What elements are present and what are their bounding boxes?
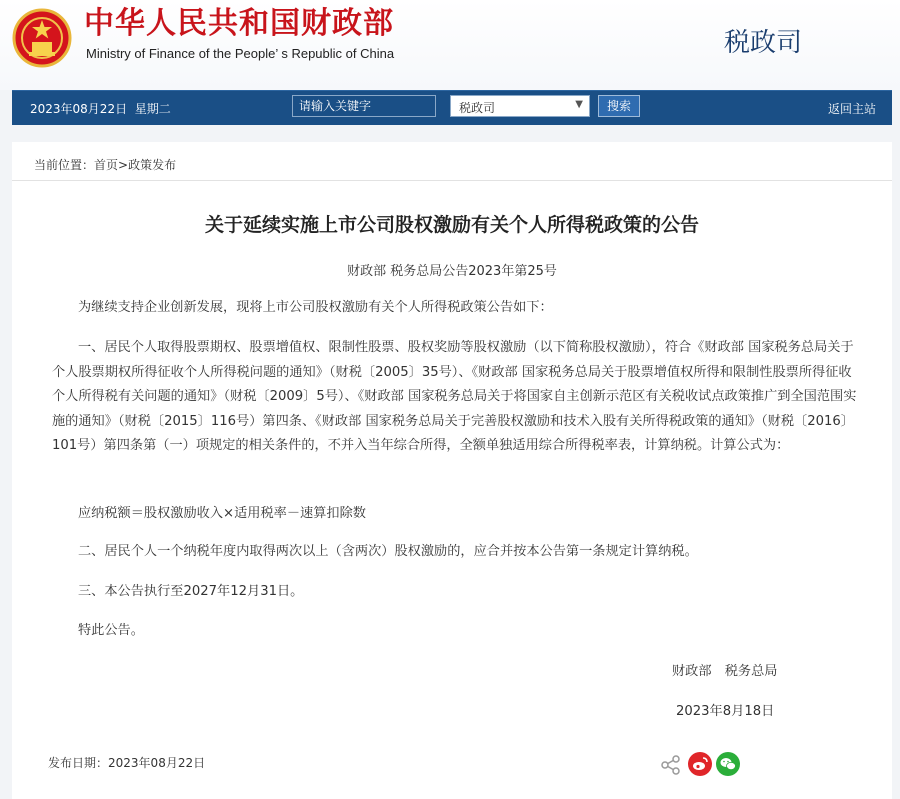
national-emblem-icon[interactable] xyxy=(12,8,72,68)
publish-date xyxy=(48,754,205,771)
sign-date: 2023年8月18日 xyxy=(676,704,775,719)
breadcrumb-prefix: 当前位置： xyxy=(34,158,95,172)
weibo-glyph xyxy=(688,752,712,776)
back-home-link[interactable]: 返回主站 xyxy=(827,102,876,116)
scope-select-value: 税政司 xyxy=(459,101,496,115)
current-date xyxy=(30,100,171,117)
site-title-en: Ministry of Finance of the People’ s Republic of China xyxy=(86,46,395,61)
publish-date-value: 2023年08月22日 xyxy=(108,756,206,770)
chevron-down-icon: ▼ xyxy=(575,99,583,110)
department-name: 税政司 xyxy=(723,28,802,58)
search-button[interactable]: 搜索 xyxy=(598,95,640,117)
document-number: 财政部 税务总局公告2023年第25号 xyxy=(347,264,557,279)
wechat-icon[interactable] xyxy=(716,752,740,776)
article-paragraph: 为继续支持企业创新发展，现将上市公司股权激励有关个人所得税政策公告如下： xyxy=(78,300,553,315)
weibo-icon[interactable] xyxy=(688,752,712,776)
site-title-cn[interactable]: 中华人民共和国财政部 xyxy=(84,6,394,41)
breadcrumb-divider xyxy=(12,180,892,181)
scope-select[interactable] xyxy=(450,95,590,117)
wechat-glyph xyxy=(716,752,740,776)
tax-formula: 应纳税额＝股权激励收入×适用税率－速算扣除数 xyxy=(78,506,366,521)
publish-date-label: 发布日期： xyxy=(48,756,109,770)
top-nav-bar xyxy=(12,90,892,125)
weekday-text: 星期二 xyxy=(134,102,171,116)
breadcrumb-path[interactable]: 首页>政策发布 xyxy=(94,158,177,172)
article-paragraph: 一、居民个人取得股票期权、股票增值权、限制性股票、股权奖励等股权激励（以下简称股权激励），符合《财政部 国家税务总局关于个人股票期权所得征收个人所得税问题的通知》（财税〔2005〕35号）、《财政部 国家税务总局关于股票增值权所得和限制性股票所得征收个人所得税有关问题的通知》（财税〔2009〕5号）、《财政部 国家税务总局关于将国家自主创新示范区有关税收试点政策推广到全国范围实施的通知》（财税〔2015〕116号）第四条、《财政部 国家税务总局关于完善股权激励和技术入股有关所得税政策的通知》（财税〔2016〕101号）第四条第（一）项规定的相关条件的，不并入当年综合所得，全额单独适用综合所得税率表，计算纳税。计算公式为： xyxy=(52,340,857,453)
breadcrumb xyxy=(34,156,176,173)
article-paragraph: 特此公告。 xyxy=(78,623,144,638)
article-paragraph: 二、居民个人一个纳税年度内取得两次以上（含两次）股权激励的，应合并按本公告第一条规定计算纳税。 xyxy=(78,544,698,559)
share-icon[interactable] xyxy=(660,754,682,776)
signatory: 财政部 税务总局 xyxy=(672,664,778,679)
date-text: 2023年08月22日 xyxy=(30,102,128,116)
article-card xyxy=(12,142,892,799)
site-header xyxy=(0,0,900,90)
search-input[interactable] xyxy=(292,95,436,117)
article-title: 关于延续实施上市公司股权激励有关个人所得税政策的公告 xyxy=(204,214,699,236)
article-paragraph: 三、本公告执行至2027年12月31日。 xyxy=(78,584,304,599)
